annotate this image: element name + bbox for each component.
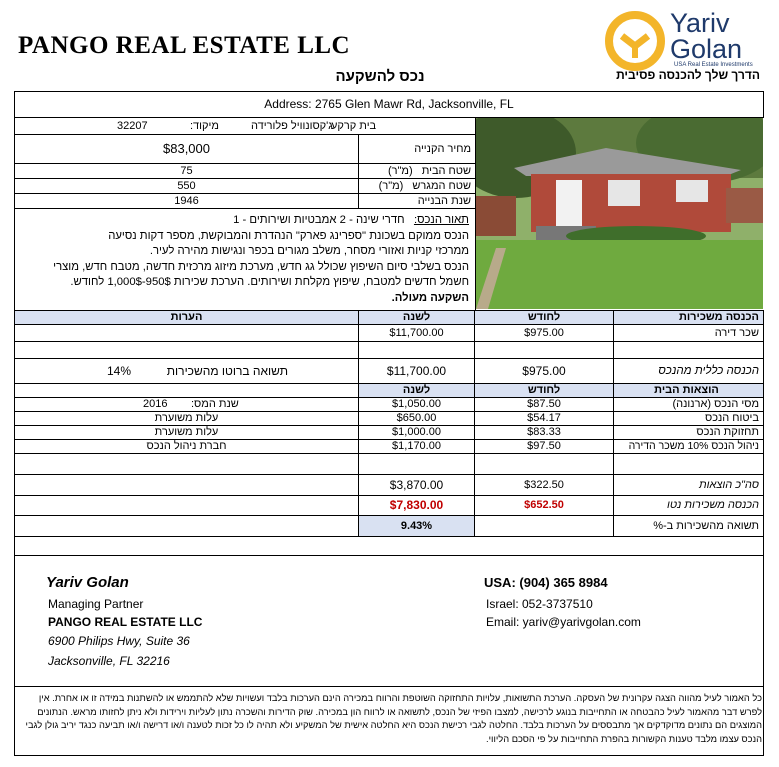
insurance-yearly: $650.00: [358, 411, 475, 426]
disclaimer-text: כל האמור לעיל מהווה הצגה עקרונית של העסקה. הערכת התשואות, עלויות התחזוקה השוטפת והרווח במכירה הינם הערכות בלבד ועשויות שלא להתממש או להשתנות במידה זו או אחרת. אין לפרש דבר מהאמור לעיל כהבטחה או התחייבות בנוגע לרכישה, למצבו הפיזי של הנכס, לתשואה או לרווח הון במכירה. שוק הדירות והשכרה נתון לעליות וירידות ולא ניתן לחזותו מראש. הנתונים המוצגים הם נתונים מדוקדקים אך מתבססים על הערכות בלבד. החלטה לגבי רכישת הנכס היא החלטה אישית של המשקיע ולא תהיה לו כל זכות לטענה ו/או דרישה ו/או תביעה כנגד יריב גולן לגבי הנכס עצמו מלבד טענות הקשורות בהפרת התחייבות על פי הסכם הליווי.: [25, 693, 762, 744]
income-header-monthly: לחודש: [474, 310, 614, 325]
empty-cell: [14, 341, 359, 359]
contact-street: 6900 Philips Hwy, Suite 36: [48, 634, 190, 648]
total-income-label: הכנסה כללית מהנכס: [613, 358, 764, 384]
income-header-yearly: לשנה: [358, 310, 475, 325]
year-built-value: 1946: [14, 193, 359, 209]
property-location-row: [14, 117, 476, 135]
net-yield-label: תשואה מהשכירות ב-%: [613, 515, 764, 537]
city: ג'קסונוויל פלורידה: [251, 120, 333, 132]
maintenance-yearly: $1,000.00: [358, 425, 475, 440]
tax-year-value: 2016: [143, 398, 168, 410]
israel-phone[interactable]: Israel: 052-3737510: [486, 597, 593, 611]
email[interactable]: Email: yariv@yarivgolan.com: [486, 615, 641, 629]
expenses-header-monthly: לחודש: [474, 383, 614, 398]
document-title: נכס להשקעה: [335, 68, 425, 85]
empty-cell: [358, 341, 475, 359]
logo-text-golan: Golan: [670, 34, 743, 64]
tagline: הדרך שלך להכנסה פסיבית: [616, 68, 760, 82]
house-area-label-cell: [358, 163, 476, 179]
gross-yield-value: 14%: [107, 364, 132, 378]
usa-phone[interactable]: USA: (904) 365 8984: [484, 575, 608, 590]
description-line-1: הנכס ממוקם בשכונת "ספרינג פארק" הנהדרת והמבוקשת, מספר דקות נסיעה: [108, 229, 469, 242]
house-area-label: שטח הבית: [421, 165, 471, 177]
expenses-header-notes: [14, 383, 359, 398]
lot-area-value: 550: [14, 178, 359, 194]
rent-label: שכר דירה: [613, 324, 764, 342]
price-value: $83,000: [14, 134, 359, 164]
empty-cell: [14, 474, 359, 496]
insurance-monthly: $54.17: [474, 411, 614, 426]
expenses-header-yearly: לשנה: [358, 383, 475, 398]
net-income-monthly: $652.50: [474, 495, 614, 516]
description-title: תאור הנכס:: [413, 214, 469, 226]
empty-cell: [14, 495, 359, 516]
rooms-info: חדרי שינה - 2 אמבטיות ושירותים - 1: [233, 214, 405, 226]
empty-cell: [358, 453, 475, 475]
rent-yearly: $11,700.00: [358, 324, 475, 342]
contact-city: Jacksonville, FL 32216: [48, 654, 170, 668]
tax-label: מסי הנכס (ארנונה): [613, 397, 764, 412]
income-header-notes: הערות: [14, 310, 359, 325]
total-expenses-monthly: $322.50: [474, 474, 614, 496]
insurance-label: ביטוח הנכס: [613, 411, 764, 426]
logo-text-yariv: Yariv: [670, 8, 730, 38]
management-note: חברת ניהול הנכס: [14, 439, 359, 454]
description-line-4: חשמל חדשים למטבח, שיפוץ מקלחת ושירותים. הערכת שכירות 950$-1,000$ לחודש.: [70, 276, 469, 288]
lot-area-unit: (מ"ר): [378, 180, 404, 192]
description-block: [14, 208, 476, 311]
management-monthly: $97.50: [474, 439, 614, 454]
empty-cell: [613, 341, 764, 359]
property-photo: [476, 118, 763, 309]
gross-yield-label: תשואה ברוטו מהשכירות: [166, 364, 288, 378]
contact-company: PANGO REAL ESTATE LLC: [48, 615, 203, 629]
contact-role: Managing Partner: [48, 597, 144, 611]
gross-yield-cell: [14, 358, 359, 384]
price-label: מחיר הקנייה: [358, 134, 476, 164]
description-closing: השקעה מעולה.: [391, 291, 469, 304]
management-yearly: $1,170.00: [358, 439, 475, 454]
logo-subtitle: USA Real Estate Investments: [674, 62, 753, 68]
net-income-yearly: $7,830.00: [358, 495, 475, 516]
description-line-3: הנכס בשלבי סיום השיפוץ שכולל גג חדש, מערכת מיזוג מרכזית חדשה, מטבח חדש, מוצרי: [53, 260, 469, 273]
tax-note: [14, 397, 359, 412]
empty-cell: [14, 453, 359, 475]
empty-cell: [474, 341, 614, 359]
lot-area-label-cell: [358, 178, 476, 194]
expenses-header-category: הוצאות הבית: [613, 383, 764, 398]
tax-yearly: $1,050.00: [358, 397, 475, 412]
net-income-label: הכנסה משכירות נטו: [613, 495, 764, 516]
lot-area-label: שטח המגרש: [412, 180, 471, 192]
total-income-yearly: $11,700.00: [358, 358, 475, 384]
rent-monthly: $975.00: [474, 324, 614, 342]
description-line-2: ממרכזי קניות ואזורי מסחר, משלב מגורים בכפר ונגישות מהירה לעיר.: [149, 245, 469, 257]
tax-monthly: $87.50: [474, 397, 614, 412]
rent-note: [14, 324, 359, 342]
empty-cell: [474, 453, 614, 475]
net-yield-value: 9.43%: [358, 515, 475, 537]
insurance-note: עלות משוערת: [14, 411, 359, 426]
maintenance-monthly: $83.33: [474, 425, 614, 440]
zip-value: 32207: [117, 120, 148, 132]
year-built-label: שנת הבנייה: [358, 193, 476, 209]
yariv-golan-logo: [604, 8, 764, 74]
total-income-monthly: $975.00: [474, 358, 614, 384]
spacer-row: [14, 536, 764, 556]
maintenance-label: תחזוקת הנכס: [613, 425, 764, 440]
empty-cell: [14, 515, 359, 537]
total-expenses-yearly: $3,870.00: [358, 474, 475, 496]
empty-cell: [613, 453, 764, 475]
property-type: בית קרקע: [331, 120, 377, 132]
maintenance-note: עלות משוערת: [14, 425, 359, 440]
management-label: ניהול הנכס 10% משכר הדירה: [613, 439, 764, 454]
company-name: PANGO REAL ESTATE LLC: [18, 32, 351, 59]
empty-cell: [474, 515, 614, 537]
zip-label: מיקוד:: [190, 120, 219, 132]
income-header-category: הכנסה משכירות: [613, 310, 764, 325]
address-row: Address: 2765 Glen Mawr Rd, Jacksonville, FL: [14, 91, 764, 118]
contact-name: Yariv Golan: [46, 574, 129, 591]
house-area-unit: (מ"ר): [387, 165, 413, 177]
total-expenses-label: סה"כ הוצאות: [613, 474, 764, 496]
logo-mark-icon: [604, 10, 666, 72]
tax-note-label: שנת המס:: [191, 398, 239, 410]
house-area-value: 75: [14, 163, 359, 179]
